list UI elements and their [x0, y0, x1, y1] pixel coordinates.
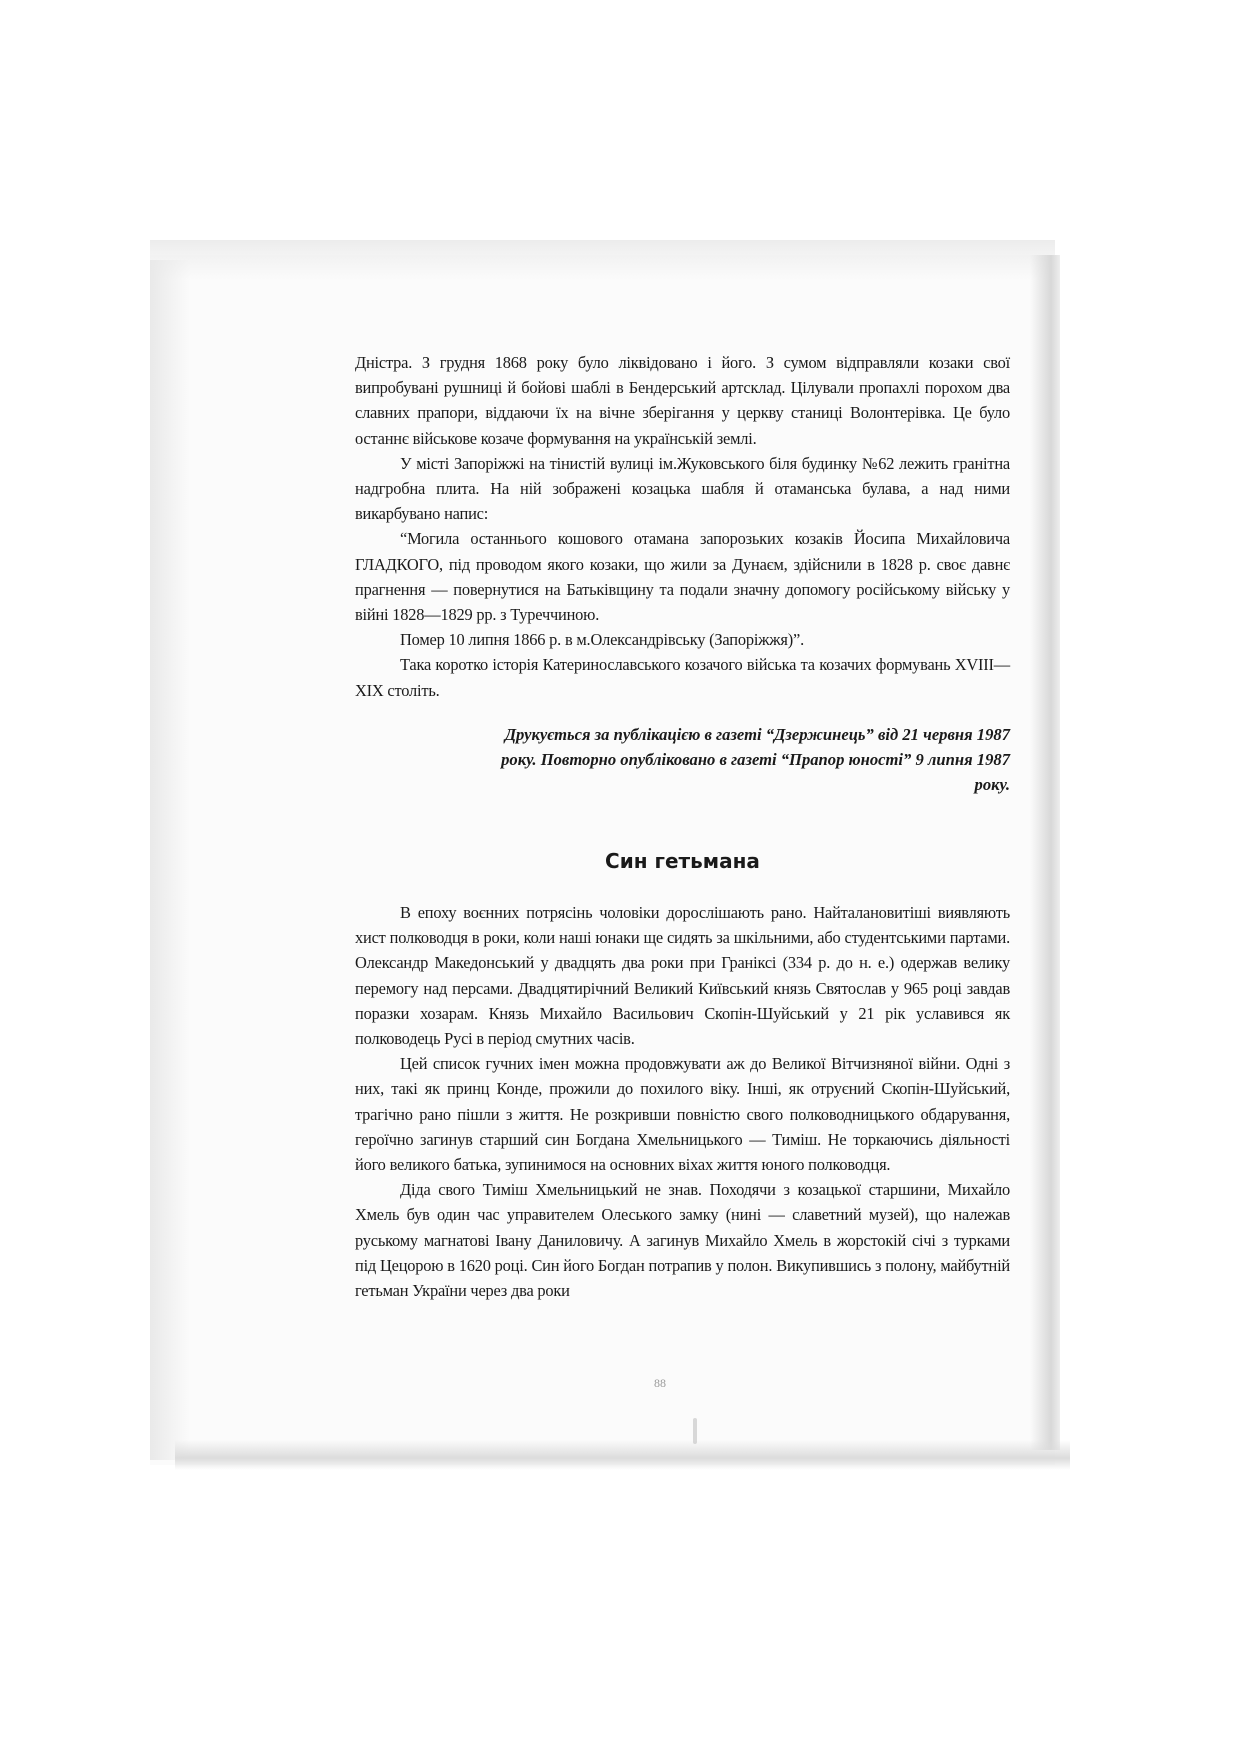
paragraph: У місті Запоріжжі на тінистій вулиці ім.Жуковського біля будинку №62 лежить гранітна надгробна плита. На ній зображені козацька шабля й отаманська булава, а над ними викарбувано напис:	[355, 453, 1010, 524]
body-text-section-1	[355, 350, 1010, 703]
page-number: 88	[654, 1376, 666, 1390]
paragraph: Діда свого Тиміш Хмельницький не знав. Походячи з козацької старшини, Михайло Хмель був один час управителем Олеського замку (нині — славетний музей), що належав руському магнатові Івану Даниловичу. А загинув Михайло Хмель в жорстокій січі з турками під Цецорою в 1620 році. Син його Богдан потрапив у полон. Викупившись з полону, майбутній гетьман України через два роки	[355, 1180, 1010, 1301]
paragraph: Дністра. З грудня 1868 року було ліквідовано і його. З сумом відправляли козаки свої випробувані рушниці й бойові шаблі в Бендерський артсклад. Цілували пропахлі порохом два славних прапори, віддаючи їх на вічне зберігання у церкву станиці Волонтерівка. Це було останнє військове козаче формування на українській землі.	[355, 353, 1010, 448]
quotation-paragraph: “Могила останнього кошового отамана запорозьких козаків Йосипа Михайловича ГЛАДКОГО, під проводом якого козаки, що жили за Дунаєм, здійснили в 1828 р. своє давнє прагнення — повернутися на Батьківщину та подали значну допомогу російському війську у війні 1828—1829 рр. з Туреччиною.	[355, 529, 1010, 625]
page-edge-shadow-top	[150, 240, 1055, 280]
page-edge-shadow-left	[150, 260, 190, 1460]
body-text-section-2	[355, 900, 1010, 1303]
page-edge-shadow-bottom	[175, 1440, 1070, 1470]
publication-source-note: Друкується за публікацією в газеті “Дзержинець” від 21 червня 1987 року. Повторно опубліковано в газеті “Прапор юності” 9 липня 1987 року.	[501, 725, 1010, 794]
quotation-paragraph: Помер 10 липня 1866 р. в м.Олександрівську (Запоріжжя)”.	[400, 630, 804, 650]
page-edge-shadow-right	[1030, 255, 1060, 1450]
scan-smudge	[693, 1418, 697, 1444]
paragraph: Цей список гучних імен можна продовжувати аж до Великої Вітчизняної війни. Одні з них, такі як принц Конде, прожили до похилого віку. Інші, як отруєний Скопін-Шуйський, трагічно рано пішли з життя. Не розкривши повністю свого полководницького обдарування, героїчно загинув старший син Богдана Хмельницького — Тиміш. Не торкаючись діяльності його великого батька, зупинимося на основних віхах життя юного полководця.	[355, 1054, 1010, 1175]
paragraph: Така коротко історія Катеринославського козачого війська та козачих формувань XVIII—XIX століть.	[355, 655, 1010, 700]
paragraph: В епоху воєнних потрясінь чоловіки дорослішають рано. Найталановитіші виявляють хист полководця в роки, коли наші юнаки ще сидять за шкільними, або студентськими партами. Олександр Македонський у двадцять два роки при Граніксі (334 р. до н. е.) одержав велику перемогу над персами. Двадцятирічний Великий Київський князь Святослав у 965 році завдав поразки хозарам. Князь Михайло Васильович Скопін-Шуйський у 21 рік уславився як полководець Русі в період смутних часів.	[355, 903, 1010, 1049]
section-title: Син гетьмана	[605, 849, 760, 873]
